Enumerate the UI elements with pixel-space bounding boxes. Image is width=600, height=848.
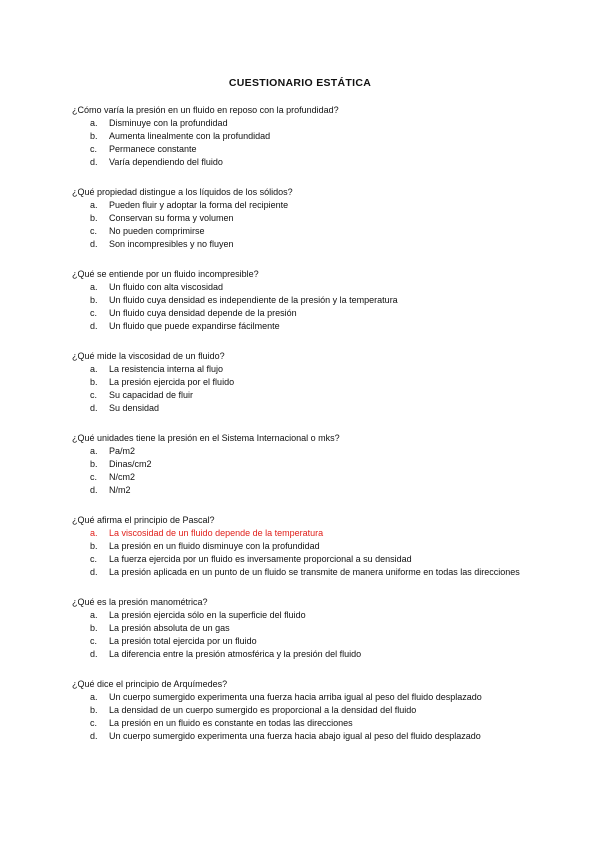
question-text: ¿Qué unidades tiene la presión en el Sistema Internacional o mks?: [72, 433, 340, 443]
option-list: [72, 609, 532, 661]
question-block: [72, 432, 532, 497]
option-list: [72, 281, 532, 333]
answer-option: [72, 199, 532, 212]
option-letter: a.: [90, 200, 98, 210]
option-letter: c.: [90, 226, 98, 236]
option-letter: b.: [90, 541, 98, 551]
answer-option: [72, 730, 532, 743]
option-text: La viscosidad de un fluido depende de la temperatura: [109, 528, 324, 538]
option-text: Un fluido que puede expandirse fácilmente: [109, 321, 280, 331]
option-letter: b.: [90, 705, 98, 715]
answer-option: [72, 156, 532, 169]
question-block: [72, 350, 532, 415]
option-text: La presión aplicada en un punto de un fluido se transmite de manera uniforme en todas las direcciones: [109, 567, 520, 577]
option-text: Pueden fluir y adoptar la forma del recipiente: [109, 200, 289, 210]
question-block: [72, 186, 532, 251]
option-letter: a.: [90, 692, 98, 702]
option-letter: a.: [90, 610, 98, 620]
option-text: Su densidad: [109, 403, 160, 413]
option-letter: d.: [90, 239, 98, 249]
option-text: La presión total ejercida por un fluido: [109, 636, 257, 646]
option-text: La fuerza ejercida por un fluido es inversamente proporcional a su densidad: [109, 554, 412, 564]
option-letter: a.: [90, 364, 98, 374]
option-letter: b.: [90, 459, 98, 469]
option-list: [72, 199, 532, 251]
question-text: ¿Qué afirma el principio de Pascal?: [72, 515, 215, 525]
option-letter: a.: [90, 118, 98, 128]
option-text: Permanece constante: [109, 144, 197, 154]
question-text: ¿Cómo varía la presión en un fluido en reposo con la profundidad?: [72, 105, 339, 115]
option-letter: a.: [90, 282, 98, 292]
answer-option: [72, 704, 532, 717]
option-letter: c.: [90, 554, 98, 564]
option-text: La presión en un fluido es constante en todas las direcciones: [109, 718, 353, 728]
option-list: [72, 445, 532, 497]
answer-option: [72, 130, 532, 143]
option-text: La resistencia interna al flujo: [109, 364, 224, 374]
option-text: La diferencia entre la presión atmosférica y la presión del fluido: [109, 649, 362, 659]
option-text: Un fluido cuya densidad depende de la presión: [109, 308, 297, 318]
answer-option: [72, 238, 532, 251]
answer-option: [72, 471, 532, 484]
option-list: [72, 691, 532, 743]
question-text: ¿Qué dice el principio de Arquímedes?: [72, 679, 228, 689]
answer-option: [72, 622, 532, 635]
option-letter: c.: [90, 144, 98, 154]
option-letter: b.: [90, 623, 98, 633]
option-text: Aumenta linealmente con la profundidad: [109, 131, 271, 141]
option-letter: b.: [90, 377, 98, 387]
question-block: [72, 268, 532, 333]
answer-option: [72, 320, 532, 333]
document-title: CUESTIONARIO ESTÁTICA: [228, 77, 372, 89]
answer-option: [72, 691, 532, 704]
answer-option: [72, 376, 532, 389]
option-text: La presión ejercida por el fluido: [109, 377, 235, 387]
option-text: N/m2: [109, 485, 131, 495]
option-list: [72, 527, 532, 579]
answer-option: [72, 389, 532, 402]
option-text: No pueden comprimirse: [109, 226, 205, 236]
answer-option: [72, 648, 532, 661]
option-letter: b.: [90, 131, 98, 141]
answer-option: [72, 458, 532, 471]
question-block: [72, 678, 532, 743]
option-letter: d.: [90, 731, 98, 741]
option-text: La densidad de un cuerpo sumergido es proporcional a la densidad del fluido: [109, 705, 417, 715]
option-text: Un cuerpo sumergido experimenta una fuerza hacia arriba igual al peso del fluido desplazado: [109, 692, 482, 702]
question-list: [72, 104, 532, 760]
question-block: [72, 596, 532, 661]
answer-option: [72, 445, 532, 458]
question-block: [72, 514, 532, 579]
answer-option: [72, 635, 532, 648]
option-text: Disminuye con la profundidad: [109, 118, 228, 128]
option-list: [72, 117, 532, 169]
option-letter: d.: [90, 485, 98, 495]
option-text: Un cuerpo sumergido experimenta una fuerza hacia abajo igual al peso del fluido desplazado: [109, 731, 481, 741]
answer-option: [72, 402, 532, 415]
option-text: Conservan su forma y volumen: [109, 213, 234, 223]
answer-option: [72, 527, 532, 540]
option-text: Un fluido cuya densidad es independiente de la presión y la temperatura: [109, 295, 398, 305]
option-letter: c.: [90, 390, 98, 400]
option-letter: d.: [90, 403, 98, 413]
question-text: ¿Qué se entiende por un fluido incompresible?: [72, 269, 259, 279]
option-letter: d.: [90, 321, 98, 331]
answer-option: [72, 484, 532, 497]
answer-option: [72, 540, 532, 553]
option-text: N/cm2: [109, 472, 136, 482]
option-text: La presión en un fluido disminuye con la profundidad: [109, 541, 320, 551]
option-letter: b.: [90, 295, 98, 305]
answer-option: [72, 566, 532, 579]
answer-option: [72, 553, 532, 566]
option-list: [72, 363, 532, 415]
question-text: ¿Qué propiedad distingue a los líquidos de los sólidos?: [72, 187, 293, 197]
option-text: Son incompresibles y no fluyen: [109, 239, 234, 249]
option-text: Un fluido con alta viscosidad: [109, 282, 224, 292]
option-text: La presión ejercida sólo en la superficie del fluido: [109, 610, 306, 620]
answer-option: [72, 143, 532, 156]
option-letter: d.: [90, 567, 98, 577]
option-text: Dinas/cm2: [109, 459, 152, 469]
option-letter: d.: [90, 157, 98, 167]
answer-option: [72, 609, 532, 622]
option-text: Pa/m2: [109, 446, 136, 456]
option-letter: a.: [90, 446, 98, 456]
question-text: ¿Qué es la presión manométrica?: [72, 597, 208, 607]
question-text: ¿Qué mide la viscosidad de un fluido?: [72, 351, 225, 361]
answer-option: [72, 363, 532, 376]
option-letter: c.: [90, 308, 98, 318]
answer-option: [72, 225, 532, 238]
option-text: La presión absoluta de un gas: [109, 623, 230, 633]
option-letter: c.: [90, 636, 98, 646]
option-text: Su capacidad de fluir: [109, 390, 194, 400]
answer-option: [72, 212, 532, 225]
option-letter: c.: [90, 718, 98, 728]
option-letter: b.: [90, 213, 98, 223]
answer-option: [72, 294, 532, 307]
answer-option: [72, 281, 532, 294]
option-letter: a.: [90, 528, 98, 538]
answer-option: [72, 717, 532, 730]
option-text: Varía dependiendo del fluido: [109, 157, 223, 167]
question-block: [72, 104, 532, 169]
answer-option: [72, 307, 532, 320]
option-letter: d.: [90, 649, 98, 659]
answer-option: [72, 117, 532, 130]
option-letter: c.: [90, 472, 98, 482]
